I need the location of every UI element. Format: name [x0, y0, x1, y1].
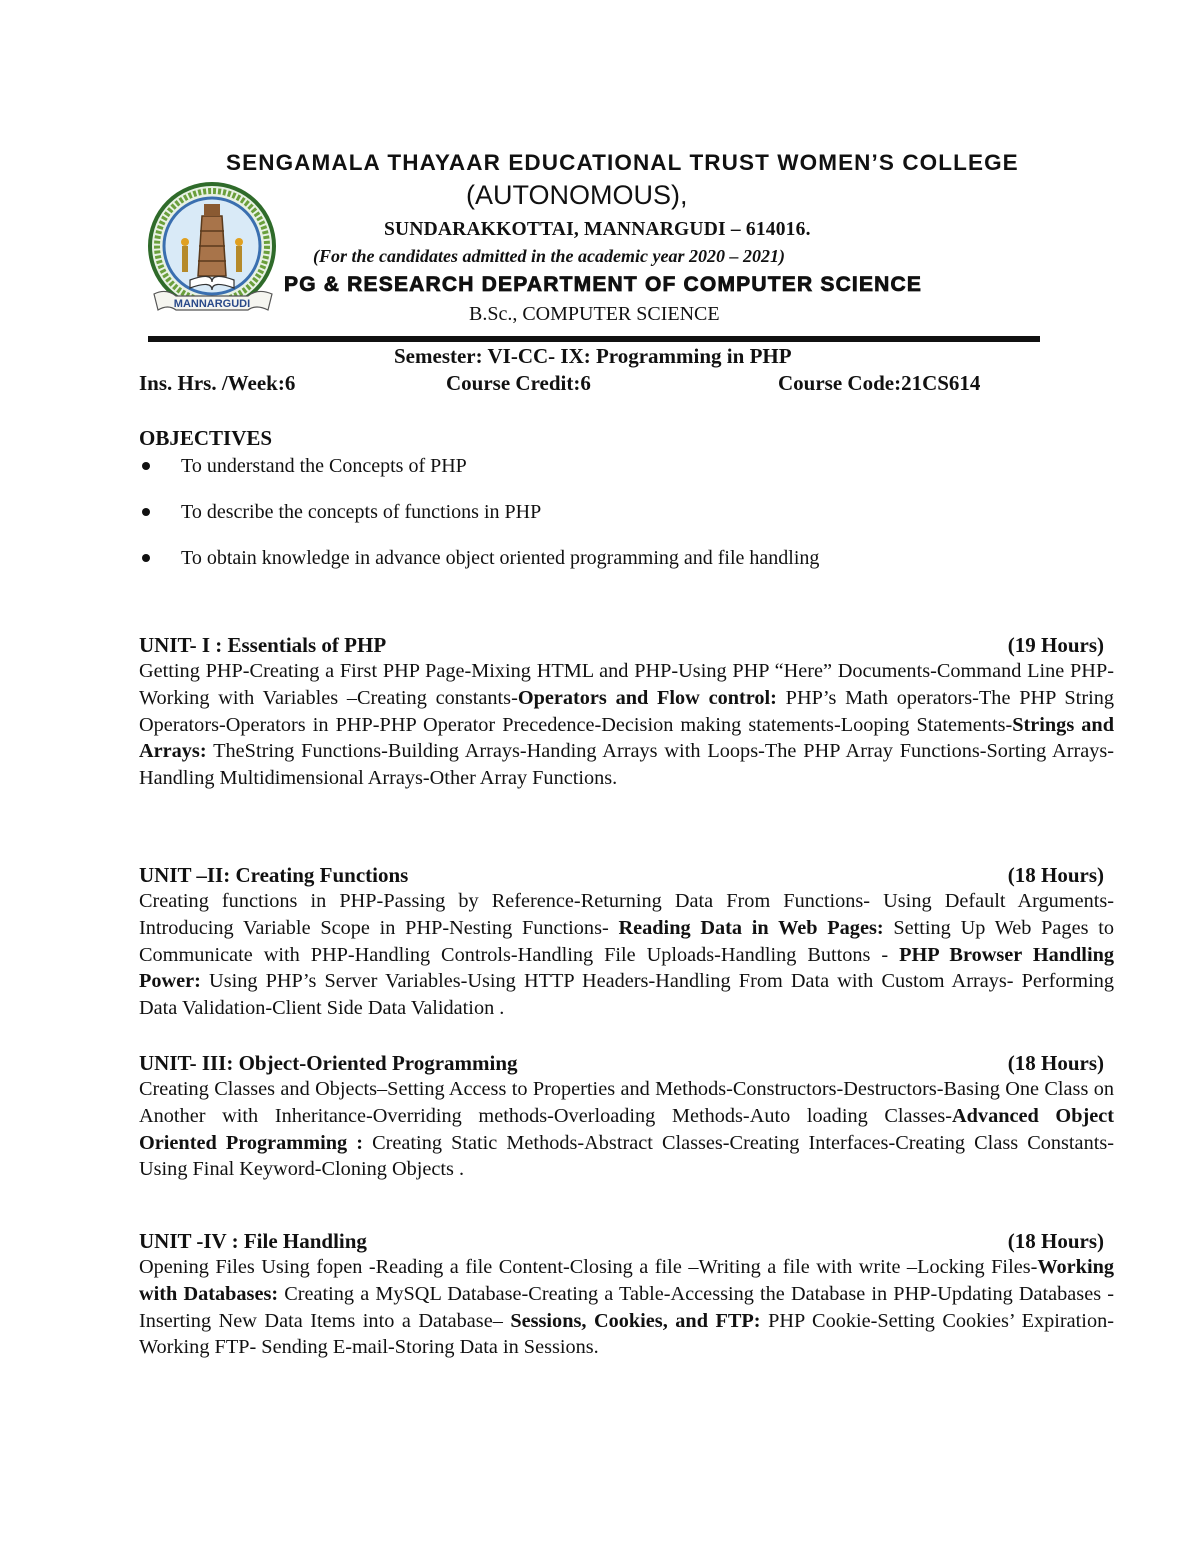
objective-item: To describe the concepts of functions in PHP — [139, 500, 1119, 546]
objectives-heading: OBJECTIVES — [139, 426, 273, 450]
unit-4 — [139, 1228, 1114, 1361]
logo-banner-text: MANNARGUDI — [173, 298, 251, 310]
unit-topic-text: TheString Functions-Building Arrays-Handing Arrays with Loops-The PHP Array Functions-Sorting Arrays-Handling Multidimensional Arrays-Other Array Functions. — [139, 740, 1114, 790]
header-divider — [148, 336, 1040, 342]
objective-item: To obtain knowledge in advance object oriented programming and file handling — [139, 546, 1119, 592]
unit-3 — [139, 1050, 1114, 1183]
program-name: B.Sc., COMPUTER SCIENCE — [469, 303, 720, 325]
unit-topic-text: Setting Up Web Pages to Communicate with PHP-Handling Controls-Handling File Uploads-Handling Buttons - — [139, 916, 1114, 966]
course-semester-title: Semester: VI-CC- IX: Programming in PHP — [394, 344, 792, 368]
unit-heading — [139, 862, 1114, 888]
unit-title: UNIT- I : Essentials of PHP — [139, 633, 387, 657]
unit-hours: (18 Hours) — [1007, 1051, 1104, 1075]
unit-content — [139, 888, 1114, 1022]
department-name: PG & RESEARCH DEPARTMENT OF COMPUTER SCIENCE — [284, 273, 923, 296]
unit-content — [139, 1254, 1114, 1361]
unit-topic-text: Opening Files Using fopen -Reading a file Content-Closing a file –Writing a file with write –Locking Files- — [139, 1256, 1038, 1278]
unit-topic-heading: Reading Data in Web Pages: — [618, 916, 884, 939]
unit-topic-text: Creating Static Methods-Abstract Classes-Creating Interfaces-Creating Class Constants-Using Final Keyword-Cloning Objects . — [139, 1131, 1114, 1181]
unit-topic-heading: Operators and Flow control: — [517, 686, 777, 709]
course-code: Course Code:21CS614 — [778, 371, 981, 395]
unit-topic-heading: PHP Browser Handling Power: — [139, 943, 1114, 993]
unit-heading — [139, 1228, 1114, 1254]
unit-title: UNIT- III: Object-Oriented Programming — [139, 1051, 518, 1075]
unit-topic-heading: Advanced Object Oriented Programming : — [139, 1104, 1114, 1154]
unit-content — [139, 658, 1114, 792]
autonomous-label: (AUTONOMOUS), — [466, 180, 688, 210]
unit-hours: (18 Hours) — [1007, 1229, 1104, 1253]
course-credit: Course Credit:6 — [446, 371, 591, 395]
objective-item: To understand the Concepts of PHP — [139, 454, 1119, 500]
unit-heading — [139, 1050, 1114, 1076]
unit-topic-text: Using PHP’s Server Variables-Using HTTP Headers-Handling From Data with Custom Arrays- Performing Data Validation-Client Side Data Validation . — [139, 970, 1114, 1020]
unit-1 — [139, 632, 1114, 792]
unit-topic-text: PHP’s Math operators-The PHP String Operators-Operators in PHP-PHP Operator Precedence-Decision making statements-Looping Statements- — [139, 686, 1114, 736]
unit-topic-text: Creating a MySQL Database-Creating a Table-Accessing the Database in PHP-Updating Databases -Inserting New Data Items into a Database– — [139, 1282, 1114, 1332]
unit-content — [139, 1076, 1114, 1183]
college-name: SENGAMALA THAYAAR EDUCATIONAL TRUST WOMEN’S COLLEGE — [226, 150, 1019, 175]
unit-topic-heading: Working with Databases: — [139, 1256, 1114, 1305]
unit-topic-text: PHP Cookie-Setting Cookies’ Expiration-Working FTP- Sending E-mail-Storing Data in Sessions. — [139, 1309, 1114, 1359]
objectives-list — [139, 454, 1119, 592]
unit-topic-text: Creating Classes and Objects–Setting Access to Properties and Methods-Constructors-Destructors-Basing One Class on Another with Inheritance-Overriding methods-Overloading Methods-Auto loading Classes- — [139, 1078, 1114, 1127]
instruction-hours: Ins. Hrs. /Week:6 — [139, 371, 296, 395]
unit-hours: (19 Hours) — [1007, 633, 1104, 657]
unit-heading — [139, 632, 1114, 658]
unit-title: UNIT –II: Creating Functions — [139, 863, 409, 887]
unit-title: UNIT -IV : File Handling — [139, 1229, 367, 1253]
unit-topic-heading: Sessions, Cookies, and FTP: — [510, 1309, 761, 1332]
unit-topic-text: Creating functions in PHP-Passing by Reference-Returning Data From Functions- Using Default Arguments- Introducing Variable Scope in PHP-Nesting Functions- — [139, 890, 1114, 939]
unit-2 — [139, 862, 1114, 1022]
college-address: SUNDARAKKOTTAI, MANNARGUDI – 614016. — [384, 219, 811, 240]
college-logo-emblem — [146, 176, 284, 326]
admission-note: (For the candidates admitted in the academic year 2020 – 2021) — [313, 246, 785, 266]
unit-topic-heading: Strings and Arrays: — [139, 713, 1114, 763]
unit-topic-text: Getting PHP-Creating a First PHP Page-Mixing HTML and PHP-Using PHP “Here” Documents-Command Line PHP- Working with Variables –Creating constants- — [139, 660, 1114, 709]
unit-hours: (18 Hours) — [1007, 863, 1104, 887]
